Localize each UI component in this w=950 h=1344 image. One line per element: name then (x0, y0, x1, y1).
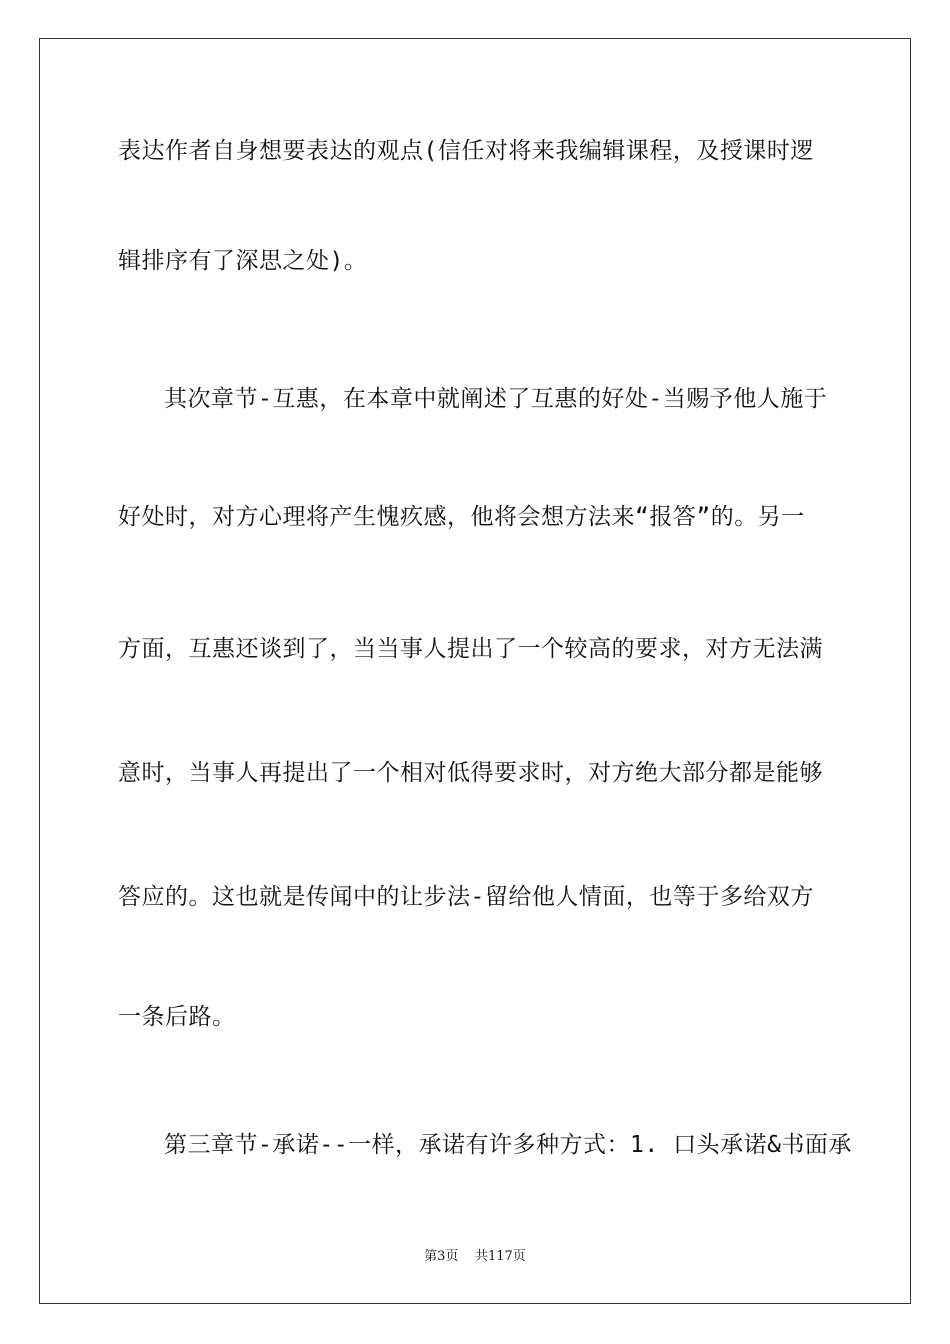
text-line-8: 一条后路。 (118, 1004, 236, 1030)
text-line-3: 其次章节-互惠，在本章中就阐述了互惠的好处-当赐予他人施于 (164, 386, 828, 412)
text-line-6: 意时，当事人再提出了一个相对低得要求时，对方绝大部分都是能够 (118, 760, 823, 786)
text-line-4: 好处时，对方心理将产生愧疚感，他将会想方法来“报答”的。另一 (118, 504, 805, 530)
page-total: 共117页 (474, 1249, 526, 1264)
text-line-5: 方面，互惠还谈到了，当当事人提出了一个较高的要求，对方无法满 (118, 636, 823, 662)
page-footer (0, 1245, 950, 1264)
text-line-9: 第三章节-承诺--一样，承诺有许多种方式：1. 口头承诺&书面承 (164, 1132, 852, 1158)
page-border (39, 38, 911, 1304)
text-line-1: 表达作者自身想要表达的观点(信任对将来我编辑课程，及授课时逻 (118, 138, 814, 164)
text-line-7: 答应的。这也就是传闻中的让步法-留给他人情面，也等于多给双方 (118, 884, 814, 910)
text-line-2: 辑排序有了深思之处)。 (118, 248, 368, 274)
page-number: 第3页 (424, 1249, 459, 1264)
